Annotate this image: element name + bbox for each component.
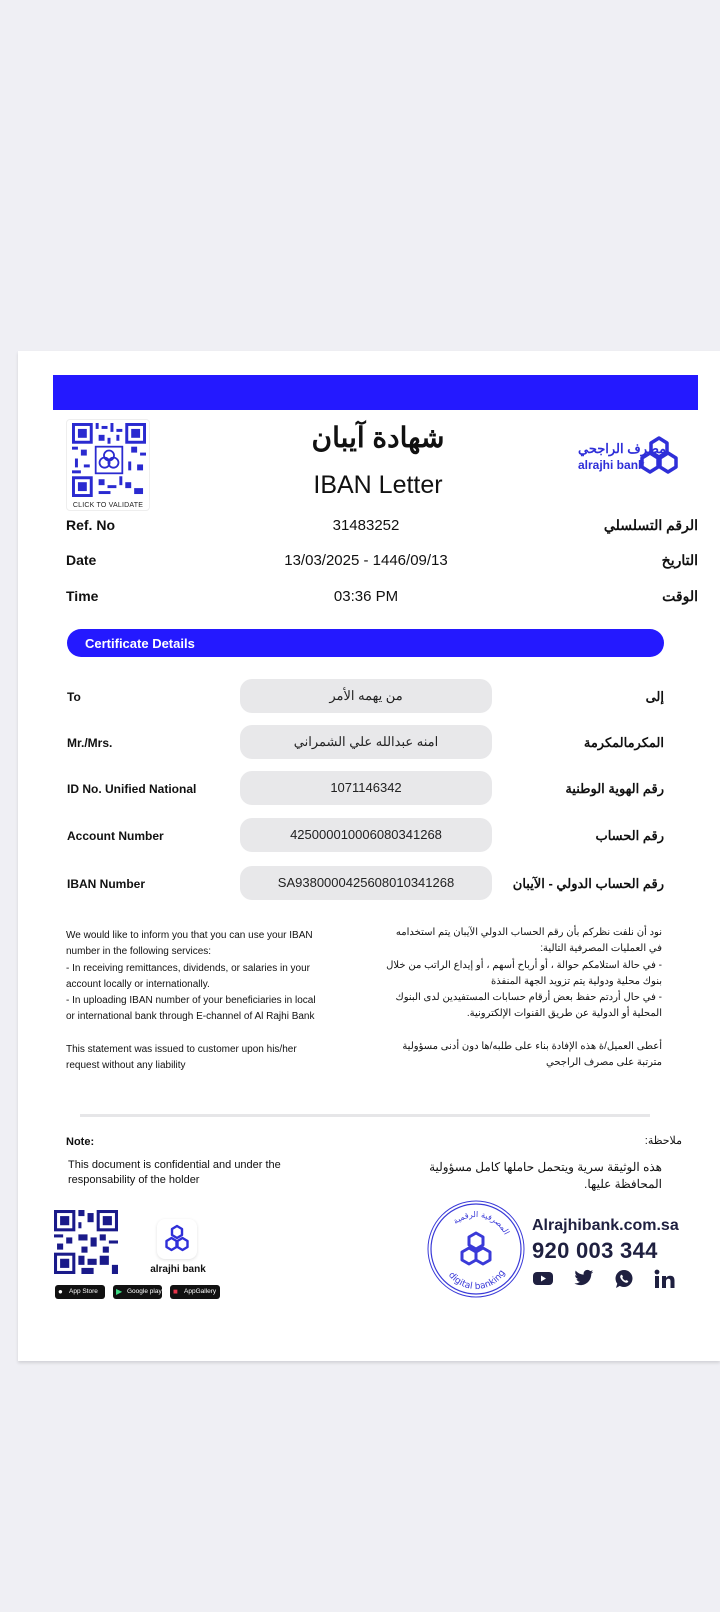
linkedin-icon[interactable] [654,1269,676,1294]
note-text-ar: هذه الوثيقة سرية ويتحمل حاملها كامل مسؤولية المحافظة عليها. [429,1160,662,1191]
field-account-number [66,818,664,852]
title-arabic: شهادة آيبان [311,422,445,453]
date-value: 13/03/2025 - 1446/09/13 [284,552,448,569]
field-value: امنه عبدالله علي الشمراني [240,725,492,759]
social-links [532,1269,682,1291]
whatsapp-icon[interactable] [614,1269,634,1294]
info-liability-ar: أعطى العميل/ة هذه الإفادة بناء على طلبه/ها دون أدنى مسؤولية مترتبة على مصرف الراجحي [402,1040,662,1069]
field-label-ar: المكرمالمكرمة [583,735,664,750]
appgallery-icon: ■ [173,1287,178,1296]
time-label-ar: الوقت [662,588,698,604]
info-services-en: We would like to inform you that you can use your IBAN number in the following services: - In receiving remittances, dividends, or salaries in your account locally or internationally. - In uploading IBAN number of your beneficiaries in local or international bank through E-channel of Al Rajhi Bank [66,930,316,1023]
field-label: Mr./Mrs. [67,736,113,750]
title-english: IBAN Letter [313,471,443,499]
apple-icon: ● [58,1287,63,1296]
field-label: IBAN Number [67,877,146,891]
time-label: Time [66,588,99,604]
field-to [66,679,664,713]
digital-banking-stamp [426,1199,526,1299]
date-label: Date [66,552,97,568]
appgallery-badge[interactable]: ■ AppGallery [170,1285,220,1299]
field-national-id [66,771,664,805]
website-link[interactable]: Alrajhibank.com.sa [532,1217,679,1234]
field-value: 425000010006080341268 [240,818,492,852]
qr-code-icon [72,423,146,497]
field-name [66,725,664,759]
field-label-ar: رقم الهوية الوطنية [565,781,664,796]
field-label: To [67,690,81,704]
divider [80,1114,650,1117]
field-label-ar: رقم الحساب الدولي - الآيبان [512,876,664,891]
ref-no-row [66,517,698,541]
info-liability-en: This statement was issued to customer upon his/her request without any liability [66,1043,297,1072]
twitter-icon[interactable] [574,1269,594,1292]
logo-text-english: alrajhi bank [578,458,645,472]
alrajhi-logo [558,439,698,489]
svg-text:المصرفية الرقمية [451,1210,511,1236]
phone-number[interactable]: 920 003 344 [532,1238,658,1263]
google-play-icon: ▶ [116,1287,123,1296]
ref-no-value: 31483252 [332,517,400,534]
info-services-ar: نود أن نلفت نظركم بأن رقم الحساب الدولي الآيبان يتم استخدامه في العمليات المصرفية التالية: - في حالة استلامكم حوالة ، أو أرباح أسهم ، أو إيداع الراتب من خلال بنوك محلية ودولية يتم تزويد الجهة المنفذة - في حال أردتم حفظ بعض أرقام حسابات المستفيدين لدى البنوك المحلية أو الدولية عن طريق القنوات الإلكترونية. [386,927,662,1020]
qr-caption: CLICK TO VALIDATE [72,502,144,509]
youtube-icon[interactable] [532,1269,554,1292]
stamp-bottom-text: digital banking [446,1268,508,1293]
ref-no-label-ar: الرقم التسلسلي [603,517,698,533]
app-name: alrajhi bank [150,1264,206,1275]
field-label-ar: رقم الحساب [595,828,664,843]
certificate-details-header: Certificate Details [67,629,664,657]
field-iban [66,866,664,900]
field-label-ar: إلى [645,689,664,704]
stamp-top-text: المصرفية الرقمية [451,1209,512,1237]
date-row [66,552,698,576]
alrajhi-app-icon[interactable] [157,1219,197,1259]
field-label: ID No. Unified National [67,782,197,796]
app-download-qr-icon[interactable] [54,1210,118,1274]
alrajhi-logo-icon [157,1219,197,1259]
time-row [66,588,698,612]
note-text-en: This document is confidential and under the responsability of the holder [68,1159,281,1186]
app-store-badge[interactable]: ● App Store [55,1285,105,1299]
note-title-ar: ملاحظة: [644,1135,682,1147]
time-value: 03:36 PM [333,588,399,605]
note-title-en: Note: [66,1136,95,1148]
field-value: من يهمه الأمر [240,679,492,713]
field-value: 1071146342 [240,771,492,805]
ref-no-label: Ref. No [66,517,115,533]
info-arabic [386,925,662,1071]
alrajhi-logo-icon [636,435,682,481]
info-english [66,928,326,1074]
field-label: Account Number [67,829,164,843]
validate-qr-code[interactable] [66,419,150,511]
iban-letter-document [18,351,720,1361]
header-bar [53,375,698,410]
date-label-ar: التاريخ [661,552,698,568]
field-value: SA9380000425608010341268 [240,866,492,900]
google-play-badge[interactable]: ▶ Google play [113,1285,162,1299]
logo-text-arabic: مصرف الراجحي [578,441,667,456]
